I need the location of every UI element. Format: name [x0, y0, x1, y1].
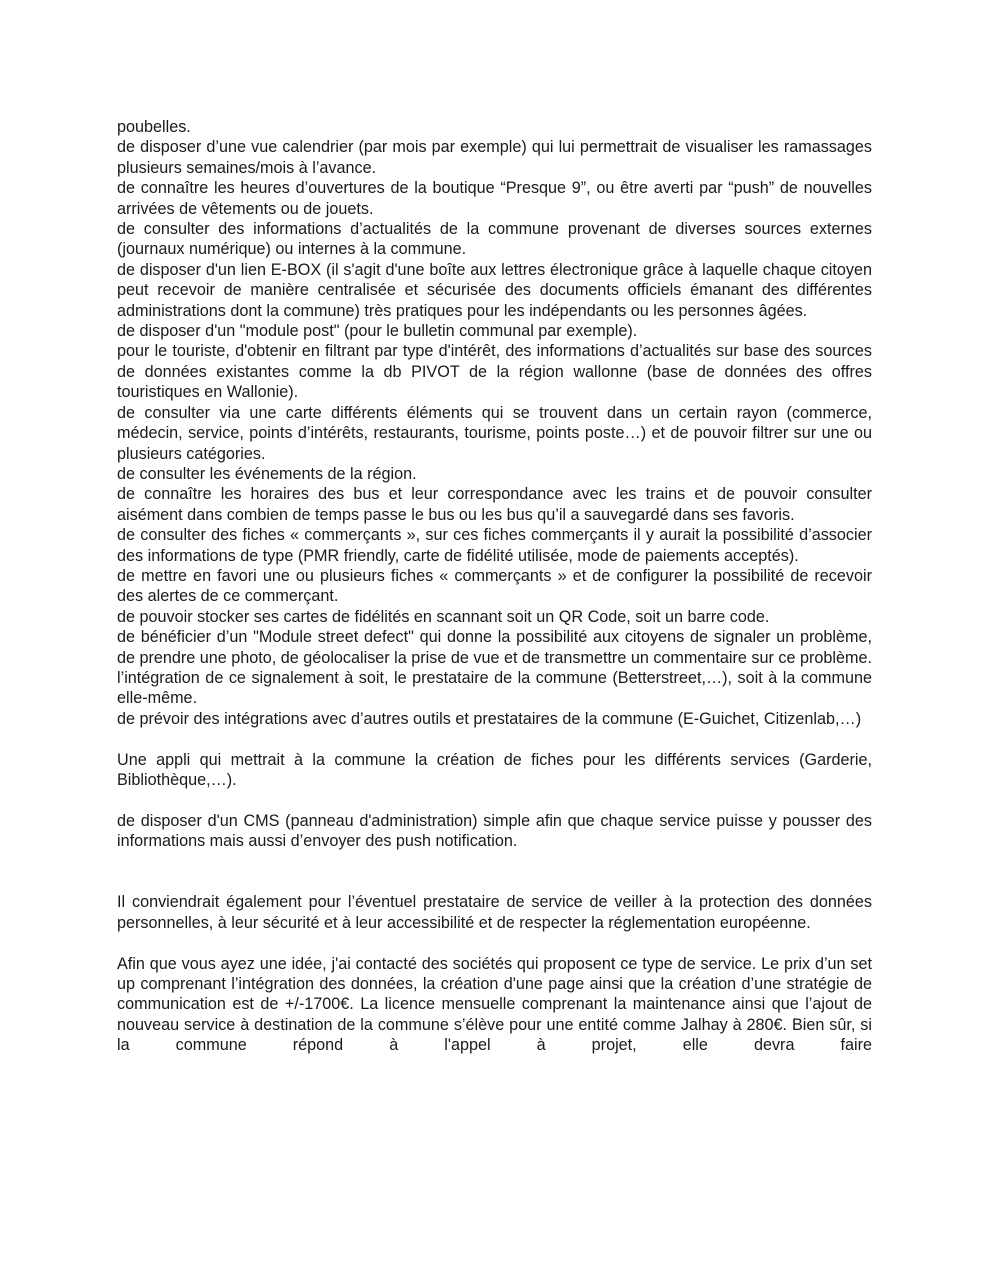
list-item: pour le touriste, d'obtenir en filtrant par type d'intérêt, des informations d’actualités sur base des sources de données existantes comme la db PIVOT de la région wallonne (base de données des offres touristiques en Wallonie).	[117, 342, 872, 402]
list-item: de disposer d'un "module post" (pour le bulletin communal par exemple).	[117, 322, 638, 341]
paragraph-spacer	[117, 790, 872, 810]
list-item: de connaître les heures d’ouvertures de la boutique “Presque 9”, ou être averti par “push” de nouvelles arrivées de vêtements ou de jouets.	[117, 179, 872, 218]
list-item: de connaître les horaires des bus et leur correspondance avec les trains et de pouvoir consulter aisément dans combien de temps passe le bus ou les bus qu’il a sauvegardé dans ses favoris.	[117, 485, 872, 524]
list-item: de bénéficier d’un "Module street defect" qui donne la possibilité aux citoyens de signaler un problème, de prendre une photo, de géolocaliser la prise de vue et de transmettre un commentaire sur ce problème.	[117, 628, 872, 667]
paragraph-appli: Une appli qui mettrait à la commune la création de fiches pour les différents services (Garderie, Bibliothèque,…).	[117, 750, 872, 789]
list-item: de consulter les événements de la région.	[117, 464, 417, 483]
document-page	[117, 117, 872, 1056]
list-item: poubelles.	[117, 118, 191, 136]
list-item: de pouvoir stocker ses cartes de fidélités en scannant soit un QR Code, soit un barre code.	[117, 607, 770, 626]
list-item: de disposer d'un lien E-BOX (il s'agit d'une boîte aux lettres électronique grâce à laquelle chaque citoyen peut recevoir de manière centralisée et sécurisée des documents officiels émanant des différentes administrations dont la commune) très pratiques pour les indépendants ou les personnes âgées.	[117, 260, 872, 320]
list-item: l’intégration de ce signalement à soit, le prestataire de la commune (Betterstreet,…), soit à la commune elle-même.	[117, 668, 872, 708]
paragraph-spacer	[117, 852, 872, 893]
list-item: de mettre en favori une ou plusieurs fiches « commerçants » et de configurer la possibilité de recevoir des alertes de ce commerçant.	[117, 566, 872, 606]
paragraph-spacer	[117, 933, 872, 953]
paragraph-cms: de disposer d'un CMS (panneau d'administration) simple afin que chaque service puisse y pousser des informations mais aussi d’envoyer des push notification.	[117, 811, 872, 851]
paragraph-spacer	[117, 729, 872, 749]
list-item: de consulter des informations d’actualités de la commune provenant de diverses sources externes (journaux numérique) ou internes à la commune.	[117, 220, 872, 259]
paragraph-rgpd: Il conviendrait également pour l’éventuel prestataire de service de veiller à la protection des données personnelles, à leur sécurité et à leur accessibilité et de respecter la réglementation européenne.	[117, 893, 872, 932]
list-item: de disposer d’une vue calendrier (par mois par exemple) qui lui permettrait de visualiser les ramassages plusieurs semaines/mois à l’avance.	[117, 138, 872, 177]
list-item: de consulter des fiches « commerçants », sur ces fiches commerçants il y aurait la possibilité d’associer des informations de type (PMR friendly, carte de fidélité utilisée, mode de paiements acceptés).	[117, 526, 872, 565]
paragraph-prix: Afin que vous ayez une idée, j'ai contacté des sociétés qui proposent ce type de service. Le prix d’un set up comprenant l’intégration des données, la création d'une page ainsi que la création d’une stratégie de communication est de +/-1700€. La licence mensuelle comprenant la maintenance ainsi que l’ajout de nouveau service à destination de la commune s’élève pour une entité comme Jalhay à 280€. Bien sûr, si la commune répond à l'appel à projet, elle devra faire	[117, 954, 872, 1055]
list-item: de consulter via une carte différents éléments qui se trouvent dans un certain rayon (commerce, médecin, service, points d’intérêts, restaurants, tourisme, points poste…) et de pouvoir filtrer sur une ou plusieurs catégories.	[117, 403, 872, 463]
list-item: de prévoir des intégrations avec d’autres outils et prestataires de la commune (E-Guichet, Citizenlab,…)	[117, 709, 862, 728]
